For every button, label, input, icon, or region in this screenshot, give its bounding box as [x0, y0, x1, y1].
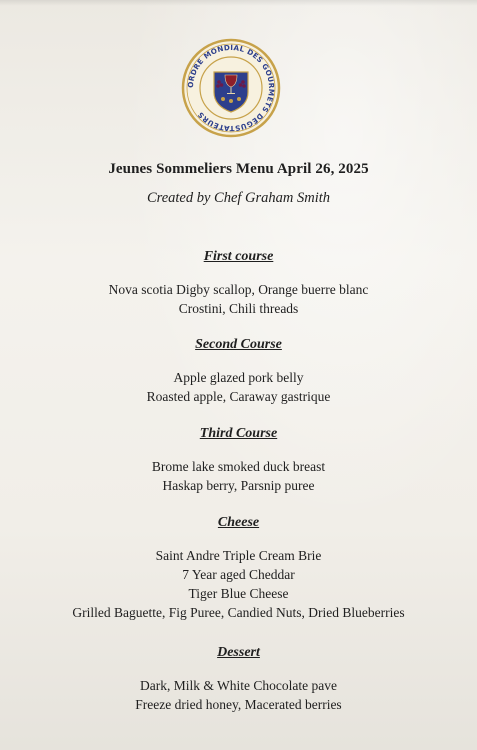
course-items: [0, 280, 477, 318]
course-item: Brome lake smoked duck breast: [151, 459, 326, 474]
course-items: [0, 546, 477, 622]
course-heading: First course: [203, 249, 274, 264]
course-dessert: [0, 644, 477, 714]
course-second: [0, 336, 477, 406]
emblem-svg: [181, 38, 281, 138]
course-item: Saint Andre Triple Cream Brie: [155, 548, 322, 563]
menu-title: Jeunes Sommeliers Menu April 26, 2025: [108, 161, 369, 177]
course-first: [0, 248, 477, 318]
menu-subtitle: Created by Chef Graham Smith: [146, 190, 331, 206]
course-third: [0, 425, 477, 495]
course-heading: Dessert: [217, 645, 260, 660]
emblem-ring-text: ORDRE MONDIAL DES GOURMETS DÉGUSTATEURS: [185, 42, 277, 134]
course-item: Apple glazed pork belly: [173, 370, 304, 385]
course-item: Nova scotia Digby scallop, Orange buerre blanc: [108, 282, 369, 297]
course-item: Tiger Blue Cheese: [188, 586, 289, 601]
course-item: Haskap berry, Parsnip puree: [162, 478, 315, 493]
course-items: [0, 457, 477, 495]
course-heading: Second Course: [195, 337, 282, 352]
course-item: 7 Year aged Cheddar: [182, 567, 295, 582]
course-cheese: [0, 514, 477, 622]
course-item: Roasted apple, Caraway gastrique: [146, 389, 331, 404]
course-heading: Cheese: [217, 515, 260, 530]
course-items: [0, 676, 477, 714]
course-item: Crostini, Chili threads: [178, 301, 299, 316]
course-heading: Third Course: [199, 426, 278, 441]
course-item: Grilled Baguette, Fig Puree, Candied Nuts, Dried Blueberries: [72, 605, 405, 620]
paper-shadow: [0, 0, 477, 6]
course-item: Freeze dried honey, Macerated berries: [135, 697, 342, 712]
course-item: Dark, Milk & White Chocolate pave: [140, 678, 337, 693]
ordre-mondial-emblem-icon: [181, 38, 281, 138]
course-items: [0, 368, 477, 406]
